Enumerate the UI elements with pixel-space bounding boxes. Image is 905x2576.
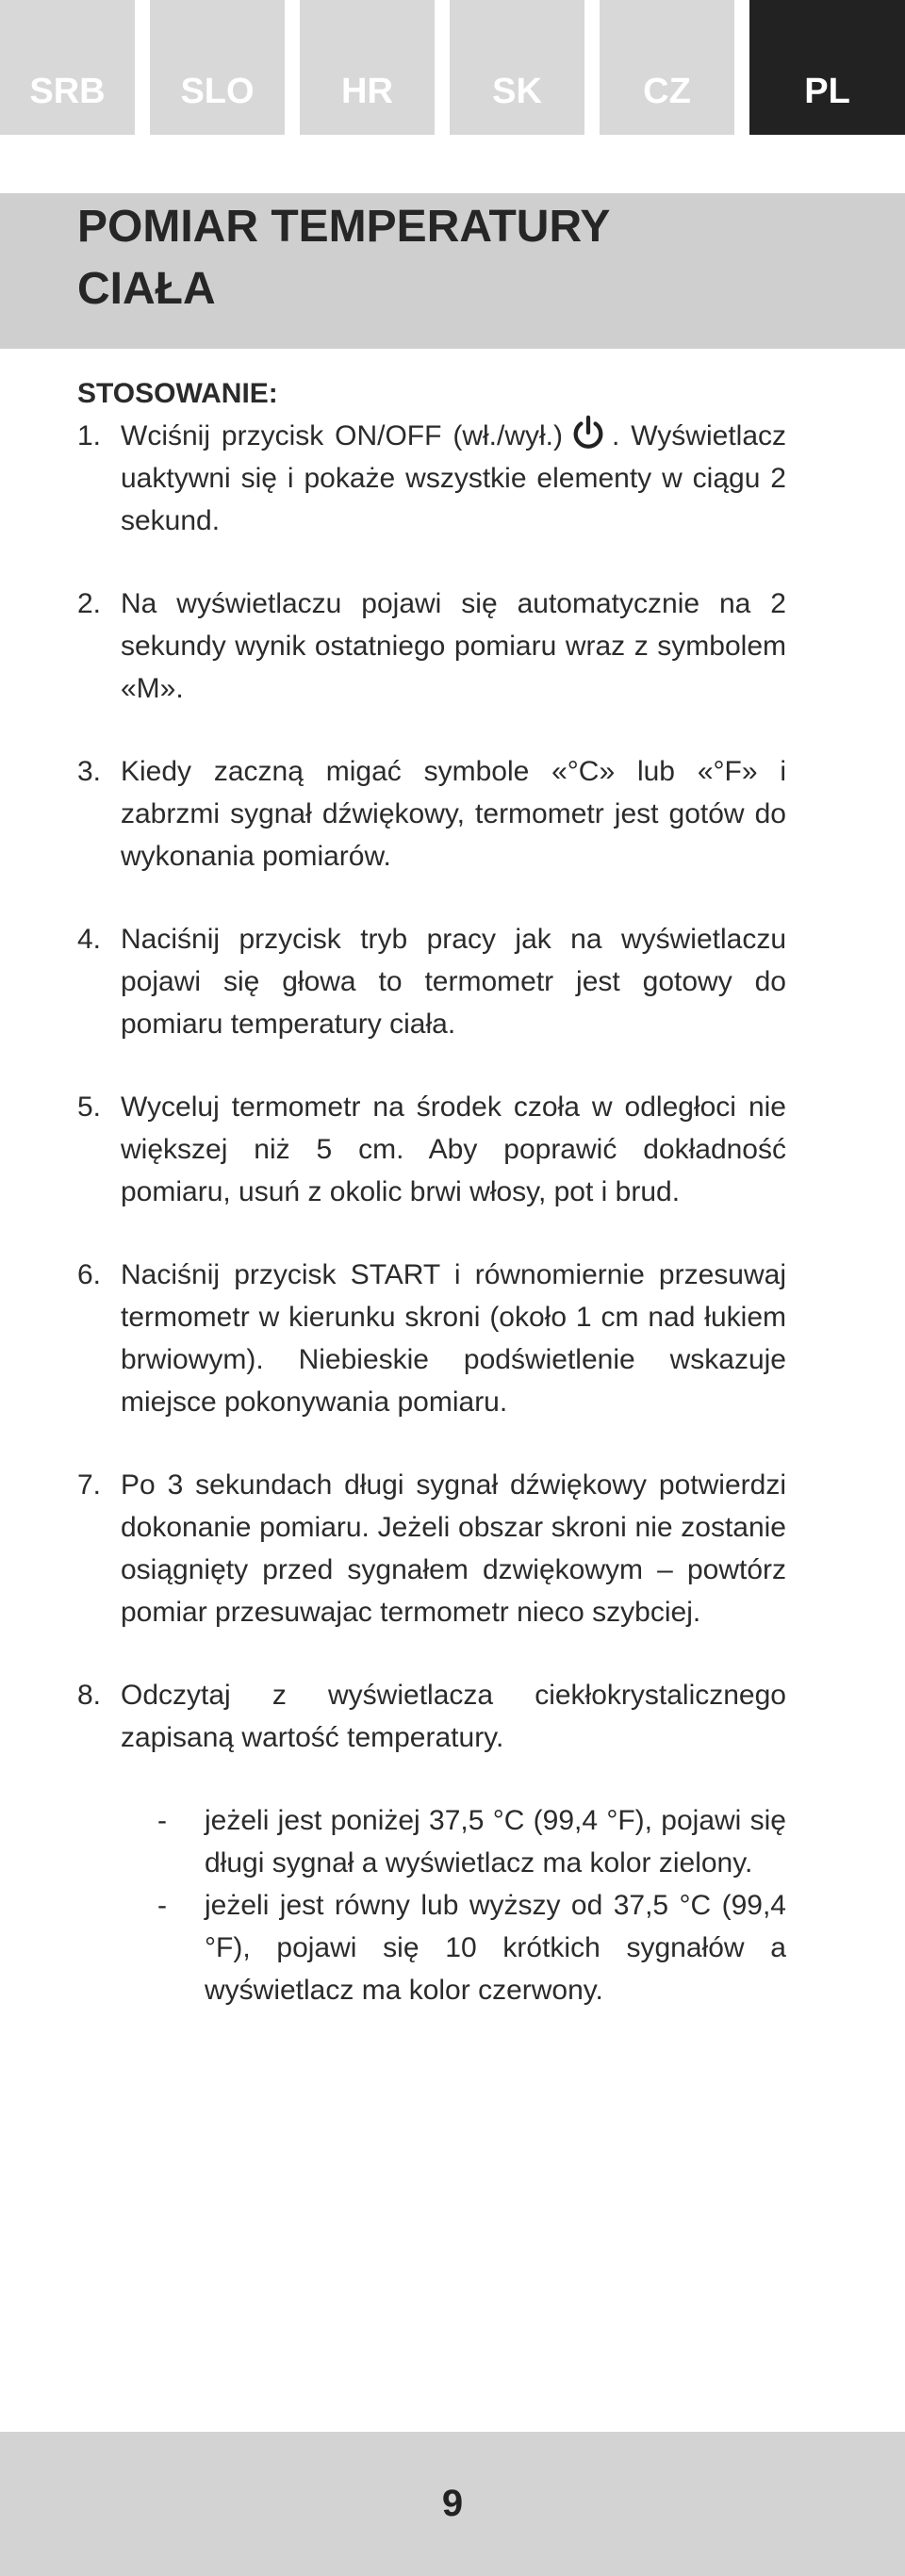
step-7: [77, 1464, 786, 1633]
step-text: Naciśnij przycisk tryb pracy jak na wyświetlaczu pojawi się głowa to termometr jest gotowy do pomiaru temperatury ciała.: [121, 924, 786, 1040]
step-2: [77, 582, 786, 710]
tab-hr[interactable]: [300, 0, 435, 135]
step-4: [77, 918, 786, 1045]
page-number: 9: [441, 2483, 464, 2524]
step-text: Po 3 sekundach długi sygnał dźwiękowy potwierdzi dokonanie pomiaru. Jeżeli obszar skroni nie zostanie osiągnięty przed sygnałem dzwiękowym – powtórz pomiar przesuwajac termometr nieco szybciej.: [121, 1469, 786, 1628]
section-label: STOSOWANIE:: [77, 378, 278, 409]
instructions: [77, 372, 786, 2011]
tab-slo[interactable]: [150, 0, 285, 135]
tab-label: CZ: [643, 72, 691, 111]
step-number: 2.: [77, 588, 102, 619]
result-bullets: [77, 1799, 786, 2011]
step-number: 4.: [77, 924, 102, 955]
tab-label: PL: [804, 72, 850, 111]
step-number: 1.: [77, 420, 102, 451]
tab-label: SRB: [29, 72, 106, 111]
bullet-text: jeżeli jest poniżej 37,5 °C (99,4 °F), pojawi się długi sygnał a wyświetlacz ma kolor zielony.: [205, 1805, 786, 1879]
bullet-text: jeżeli jest równy lub wyższy od 37,5 °C (99,4 °F), pojawi się 10 krótkich sygnałów a wyświetlacz ma kolor czerwony.: [205, 1890, 786, 2006]
bullet-below-threshold: [157, 1799, 786, 1884]
bullet-dash: -: [157, 1890, 167, 1921]
tab-label: SLO: [180, 72, 255, 111]
page-title: [77, 196, 794, 320]
tab-srb[interactable]: [0, 0, 135, 135]
step-number: 3.: [77, 756, 102, 787]
page-title-line1: POMIAR TEMPERATURY: [77, 202, 611, 252]
bullet-above-threshold: [157, 1884, 786, 2011]
tab-pl[interactable]: [749, 0, 905, 135]
step-6: [77, 1254, 786, 1423]
step-8: [77, 1674, 786, 1759]
power-icon: [570, 415, 606, 451]
tab-sk[interactable]: [450, 0, 584, 135]
step-number: 6.: [77, 1259, 102, 1290]
step-text: Kiedy zaczną migać symbole «°C» lub «°F» i zabrzmi sygnał dźwiękowy, termometr jest gotów do wykonania pomiarów.: [121, 756, 786, 872]
footer-band: [0, 2432, 905, 2576]
step-5: [77, 1086, 786, 1213]
tab-label: HR: [341, 72, 393, 111]
step-number: 5.: [77, 1091, 102, 1123]
page-title-line2: CIAŁA: [77, 264, 216, 314]
tab-cz[interactable]: [600, 0, 734, 135]
step-3: [77, 750, 786, 878]
bullet-dash: -: [157, 1805, 167, 1836]
tab-label: SK: [492, 72, 542, 111]
step-text: Wyceluj termometr na środek czoła w odległoci nie większej niż 5 cm. Aby poprawić dokładność pomiaru, usuń z okolic brwi włosy, pot i brud.: [121, 1091, 786, 1207]
step-number: 8.: [77, 1680, 102, 1711]
step-number: 7.: [77, 1469, 102, 1501]
step-text: Naciśnij przycisk START i równomiernie przesuwaj termometr w kierunku skroni (około 1 cm nad łukiem brwiowym). Niebieskie podświetlenie wskazuje miejsce pokonywania pomiaru.: [121, 1259, 786, 1418]
language-tab-bar: [0, 0, 905, 141]
step-text-before-icon: Wciśnij przycisk ON/OFF (wł./wył.): [121, 420, 564, 451]
step-text: Na wyświetlaczu pojawi się automatycznie na 2 sekundy wynik ostatniego pomiaru wraz z symbolem «M».: [121, 588, 786, 704]
step-text: Odczytaj z wyświetlacza ciekłokrystalicznego zapisaną wartość temperatury.: [121, 1680, 786, 1753]
step-text-after-icon: . Wyświetlacz uaktywni się i pokaże wszystkie elementy w ciągu 2 sekund.: [121, 420, 787, 536]
step-1: [77, 415, 786, 542]
